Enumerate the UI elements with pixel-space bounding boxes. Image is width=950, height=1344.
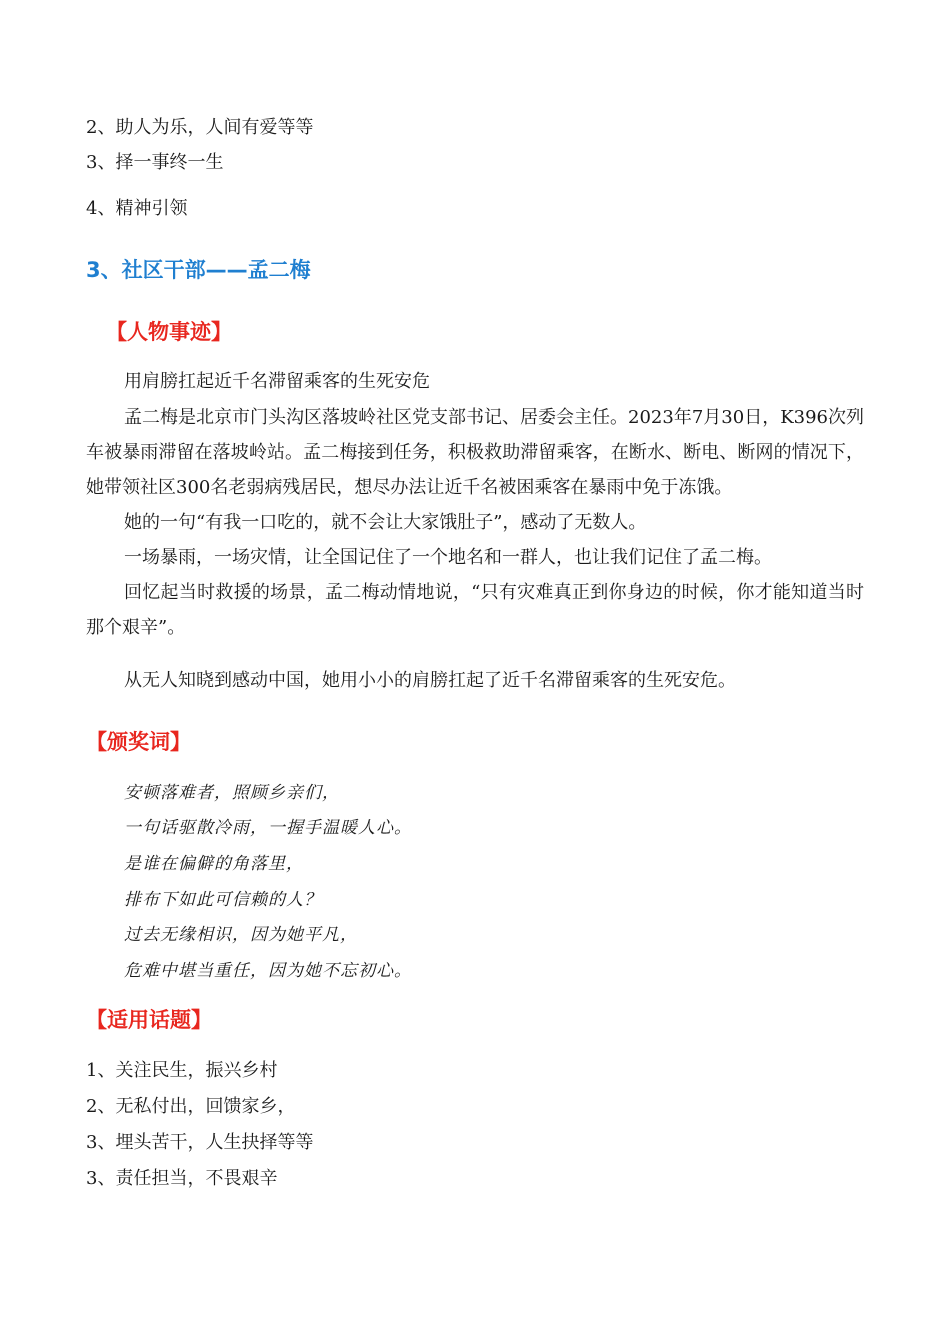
deeds-heading: 【人物事迹】 (106, 320, 232, 344)
topics-heading: 【适用话题】 (86, 1008, 212, 1032)
list-item: 2、助人为乐，人间有爱等等 (86, 117, 314, 138)
topic-item: 1、关注民生，振兴乡村 (86, 1060, 278, 1081)
list-item: 3、择一事终一生 (86, 152, 224, 173)
list-item: 4、精神引领 (86, 198, 188, 219)
award-line: 安顿落难者，照顾乡亲们， (124, 783, 340, 803)
deeds-closing: 从无人知晓到感动中国，她用小小的肩膀扛起了近千名滞留乘客的生死安危。 (124, 670, 736, 691)
deeds-paragraph: 孟二梅是北京市门头沟区落坡岭社区党支部书记、居委会主任。2023年7月30日，K396次列车被暴雨滞留在落坡岭站。孟二梅接到任务，积极救助滞留乘客，在断水、断电、断网的情况下，她带领社区300名老弱病残居民，想尽办法让近千名被困乘客在暴雨中免于冻饿。 (86, 407, 864, 498)
topic-item: 2、无私付出，回馈家乡， (86, 1096, 296, 1117)
deeds-paragraph: 一场暴雨，一场灾情，让全国记住了一个地名和一群人，也让我们记住了孟二梅。 (124, 547, 772, 568)
award-line: 排布下如此可信赖的人？ (124, 890, 322, 910)
award-line: 一句话驱散冷雨，一握手温暖人心。 (124, 818, 412, 838)
topic-item: 3、埋头苦干，人生抉择等等 (86, 1132, 314, 1153)
award-line: 危难中堪当重任，因为她不忘初心。 (124, 961, 412, 981)
section-title: 3、社区干部——孟二梅 (86, 258, 311, 282)
award-line: 是谁在偏僻的角落里， (124, 854, 304, 874)
award-heading: 【颁奖词】 (86, 730, 191, 754)
deeds-subtitle: 用肩膀扛起近千名滞留乘客的生死安危 (124, 371, 430, 392)
award-line: 过去无缘相识，因为她平凡， (124, 925, 358, 945)
deeds-paragraph: 回忆起当时救援的场景，孟二梅动情地说，“只有灾难真正到你身边的时候，你才能知道当时那个艰辛”。 (86, 582, 864, 638)
deeds-paragraph: 她的一句“有我一口吃的，就不会让大家饿肚子”，感动了无数人。 (124, 512, 647, 533)
deeds-body (86, 400, 864, 645)
topic-item: 3、责任担当，不畏艰辛 (86, 1168, 278, 1189)
